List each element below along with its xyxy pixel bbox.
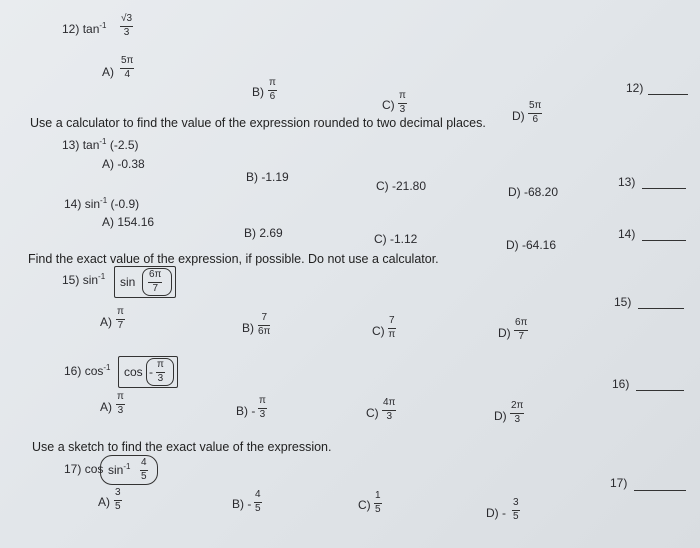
q12-choice-b-value: π 6 bbox=[269, 77, 276, 102]
q15-choice-a-value: π 7 bbox=[117, 306, 124, 331]
q17-choice-d-value: 3 5 bbox=[513, 497, 519, 522]
q13-choice-a[interactable]: A) -0.38 bbox=[102, 157, 145, 171]
q16-choice-d[interactable]: D) bbox=[494, 409, 507, 423]
q13-answer-blank[interactable] bbox=[642, 188, 686, 189]
q17-answer-blank[interactable] bbox=[634, 490, 686, 491]
q17-outer-func: cos bbox=[84, 462, 104, 476]
q14-choice-d[interactable]: D) -64.16 bbox=[506, 238, 557, 252]
q16-choice-c[interactable]: C) bbox=[366, 406, 379, 420]
q15-choice-d[interactable]: D) bbox=[498, 326, 511, 340]
q13-answer-label: 13) bbox=[618, 175, 636, 189]
q12-choice-a[interactable]: A) bbox=[102, 65, 114, 79]
q16-outer-func: cos bbox=[84, 364, 104, 378]
q17-number: 17) bbox=[64, 462, 82, 476]
q12-choice-a-value: 5π 4 bbox=[121, 55, 134, 80]
q13-choice-b[interactable]: B) -1.19 bbox=[246, 170, 289, 184]
q12-argument: √3 3 bbox=[121, 13, 133, 38]
q16-choice-a-value: π 3 bbox=[117, 391, 124, 416]
q15-inner-arg: 6π 7 bbox=[149, 269, 162, 294]
q16-neg-sign: - bbox=[149, 365, 153, 379]
q12-choice-b[interactable]: B) bbox=[252, 85, 264, 99]
q17-choice-a[interactable]: A) bbox=[98, 495, 110, 509]
q15-choice-a[interactable]: A) bbox=[100, 315, 112, 329]
q15-choice-d-value: 6π 7 bbox=[515, 317, 528, 342]
q14-choice-a[interactable]: A) 154.16 bbox=[102, 215, 155, 229]
section-header-sketch: Use a sketch to find the exact value of the expression. bbox=[32, 440, 332, 454]
q15-answer-label: 15) bbox=[614, 295, 632, 309]
q16-choice-b[interactable]: B) - bbox=[236, 404, 256, 418]
q15-choice-b[interactable]: B) bbox=[242, 321, 254, 335]
q13-argument: (-2.5) bbox=[109, 138, 139, 152]
q12-number: 12) bbox=[62, 22, 80, 36]
q14-argument: (-0.9) bbox=[110, 197, 140, 211]
q12-func: tan bbox=[82, 22, 100, 36]
q13-choice-d[interactable]: D) -68.20 bbox=[508, 185, 559, 199]
q14-choice-c[interactable]: C) -1.12 bbox=[374, 232, 418, 246]
q16-number: 16) bbox=[64, 364, 82, 378]
q12-choice-c[interactable]: C) bbox=[382, 98, 395, 112]
q14-func: sin bbox=[84, 197, 101, 211]
q15-choice-b-value: 7 6π bbox=[258, 312, 271, 337]
q17-answer-label: 17) bbox=[610, 476, 628, 490]
q14-answer-label: 14) bbox=[618, 227, 636, 241]
q17-choice-b-value: 4 5 bbox=[255, 489, 261, 514]
q12-choice-d-value: 5π 6 bbox=[529, 100, 542, 125]
q16-choice-a[interactable]: A) bbox=[100, 400, 112, 414]
q15-choice-c-value: 7 π bbox=[388, 315, 396, 340]
q17-choice-d[interactable]: D) - bbox=[486, 506, 506, 520]
q15-choice-c[interactable]: C) bbox=[372, 324, 385, 338]
q16-answer-blank[interactable] bbox=[636, 390, 684, 391]
q15-answer-blank[interactable] bbox=[638, 308, 684, 309]
q16-inner-func: cos bbox=[124, 365, 143, 379]
q16-choice-b-value: π 3 bbox=[259, 395, 266, 420]
q13-number: 13) bbox=[62, 138, 80, 152]
q14-answer-blank[interactable] bbox=[642, 240, 686, 241]
section-header-exact: Find the exact value of the expression, if possible. Do not use a calculator. bbox=[28, 252, 439, 266]
q17-inner-func: sin bbox=[108, 463, 124, 477]
q12-inv: -1 bbox=[99, 21, 107, 30]
q15-inner-func: sin bbox=[120, 275, 136, 289]
q12-answer-label: 12) bbox=[626, 81, 644, 95]
q17-inner-arg: 4 5 bbox=[141, 457, 147, 482]
worksheet: 12) $\tan^{-1}$ √3 3 A) 5π 4 B) π 6 C) π 3 D) 5π 6 12) Use a calculator to find the value of the expression rounded to two decimal places. 13) $\tan^{-1} (-2.5)$ A) -0.38 B) -1.19 C) -21.80 D) -68.20 13) 14) $\sin^{-1} (-0.9)$ A) 154.16 B) 2.69 C) -1.12 D) -64.16 14) Find the exact value of the expression, if possible. Do not use a calculator. 15) $\sin^{-1}$ sin 6π 7 A) π 7 B) 7 6π C) 7 π D) 6π 7 15) 16) $\cos^{-1}$ cos - π 3 A) π 3 B) - π 3 C) 4π 3 D) 2π 3 16) Use a sketch to find the exact value of the expression. 17) cos $\sin^{-1}$ 4 5 A) 3 5 B) - 4 5 C) 1 5 D) - 3 5 17) bbox=[0, 0, 700, 548]
q17-choice-c-value: 1 5 bbox=[375, 490, 381, 515]
q14-number: 14) bbox=[64, 197, 82, 211]
q16-choice-d-value: 2π 3 bbox=[511, 400, 524, 425]
q12-choice-d[interactable]: D) bbox=[512, 109, 525, 123]
q13-func: tan bbox=[82, 138, 100, 152]
q16-answer-label: 16) bbox=[612, 377, 630, 391]
q15-number: 15) bbox=[62, 273, 80, 287]
q17-choice-c[interactable]: C) bbox=[358, 498, 371, 512]
q15-outer-func: sin bbox=[82, 273, 99, 287]
q16-inner-arg: π 3 bbox=[157, 359, 164, 384]
q14-choice-b[interactable]: B) 2.69 bbox=[244, 226, 283, 240]
q12-answer-blank[interactable] bbox=[648, 94, 688, 95]
q12-choice-c-value: π 3 bbox=[399, 90, 406, 115]
q17-choice-a-value: 3 5 bbox=[115, 487, 121, 512]
q16-choice-c-value: 4π 3 bbox=[383, 397, 396, 422]
q13-choice-c[interactable]: C) -21.80 bbox=[376, 179, 427, 193]
q17-choice-b[interactable]: B) - bbox=[232, 497, 252, 511]
section-header-calculator: Use a calculator to find the value of the expression rounded to two decimal places. bbox=[30, 116, 486, 130]
